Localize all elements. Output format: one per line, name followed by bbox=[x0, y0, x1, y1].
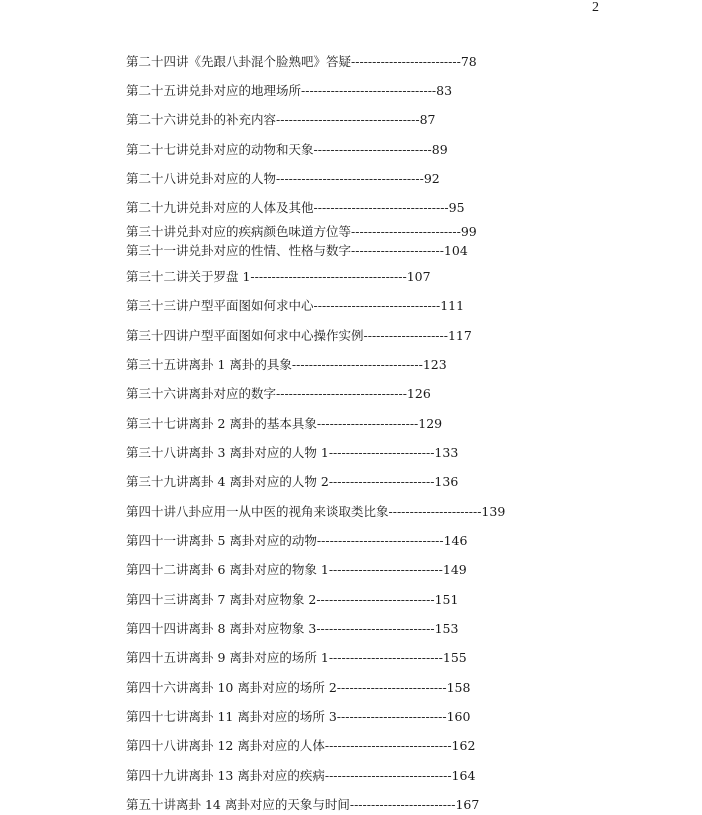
toc-entry[interactable]: 第四十七讲离卦 11 离卦对应的场所 3--------------------------160 bbox=[126, 709, 471, 724]
toc-entry[interactable]: 第三十四讲户型平面图如何求中心操作实例--------------------117 bbox=[126, 328, 472, 343]
toc-entry[interactable]: 第二十九讲兑卦对应的人体及其他--------------------------------95 bbox=[126, 200, 465, 215]
toc-entry[interactable]: 第四十四讲离卦 8 离卦对应物象 3----------------------------153 bbox=[126, 621, 459, 636]
toc-entry[interactable]: 第四十五讲离卦 9 离卦对应的场所 1---------------------------155 bbox=[126, 650, 467, 665]
toc-entry[interactable]: 第二十六讲兑卦的补充内容----------------------------------87 bbox=[126, 112, 436, 127]
toc-entry[interactable]: 第四十六讲离卦 10 离卦对应的场所 2--------------------------158 bbox=[126, 680, 471, 695]
toc-entry[interactable]: 第三十二讲关于罗盘 1-------------------------------------107 bbox=[126, 269, 431, 284]
toc-entry[interactable]: 第二十四讲《先跟八卦混个脸熟吧》答疑--------------------------78 bbox=[126, 54, 477, 69]
toc-entry[interactable]: 第二十五讲兑卦对应的地理场所--------------------------------83 bbox=[126, 83, 453, 98]
toc-entry[interactable]: 第四十三讲离卦 7 离卦对应物象 2----------------------------151 bbox=[126, 592, 459, 607]
toc-entry[interactable]: 第四十讲八卦应用一从中医的视角来谈取类比象----------------------139 bbox=[126, 504, 506, 519]
toc-entry[interactable]: 第二十八讲兑卦对应的人物-----------------------------------92 bbox=[126, 171, 440, 186]
toc-entry[interactable]: 第二十七讲兑卦对应的动物和天象----------------------------89 bbox=[126, 142, 448, 157]
toc-entry[interactable]: 第四十二讲离卦 6 离卦对应的物象 1---------------------------149 bbox=[126, 562, 467, 577]
toc-entry[interactable]: 第三十九讲离卦 4 离卦对应的人物 2-------------------------136 bbox=[126, 474, 459, 489]
toc-entry[interactable]: 第三十三讲户型平面图如何求中心------------------------------111 bbox=[126, 298, 465, 313]
toc-entry[interactable]: 第四十八讲离卦 12 离卦对应的人体------------------------------162 bbox=[126, 738, 476, 753]
toc-entry[interactable]: 第五十讲离卦 14 离卦对应的天象与时间-------------------------167 bbox=[126, 797, 480, 812]
toc-entry[interactable]: 第三十八讲离卦 3 离卦对应的人物 1-------------------------133 bbox=[126, 445, 459, 460]
toc-entry[interactable]: 第四十九讲离卦 13 离卦对应的疾病------------------------------164 bbox=[126, 768, 476, 783]
page-number: 2 bbox=[592, 0, 599, 15]
toc-entry[interactable]: 第四十一讲离卦 5 离卦对应的动物------------------------------146 bbox=[126, 533, 468, 548]
toc-entry[interactable]: 第三十六讲离卦对应的数字-------------------------------126 bbox=[126, 386, 431, 401]
toc-entry[interactable]: 第三十讲兑卦对应的疾病颜色味道方位等--------------------------99 bbox=[126, 224, 477, 239]
toc-entry[interactable]: 第三十七讲离卦 2 离卦的基本具象------------------------129 bbox=[126, 416, 443, 431]
toc-entry[interactable]: 第三十一讲兑卦对应的性情、性格与数字----------------------104 bbox=[126, 243, 468, 258]
toc-entry[interactable]: 第三十五讲离卦 1 离卦的具象-------------------------------123 bbox=[126, 357, 447, 372]
